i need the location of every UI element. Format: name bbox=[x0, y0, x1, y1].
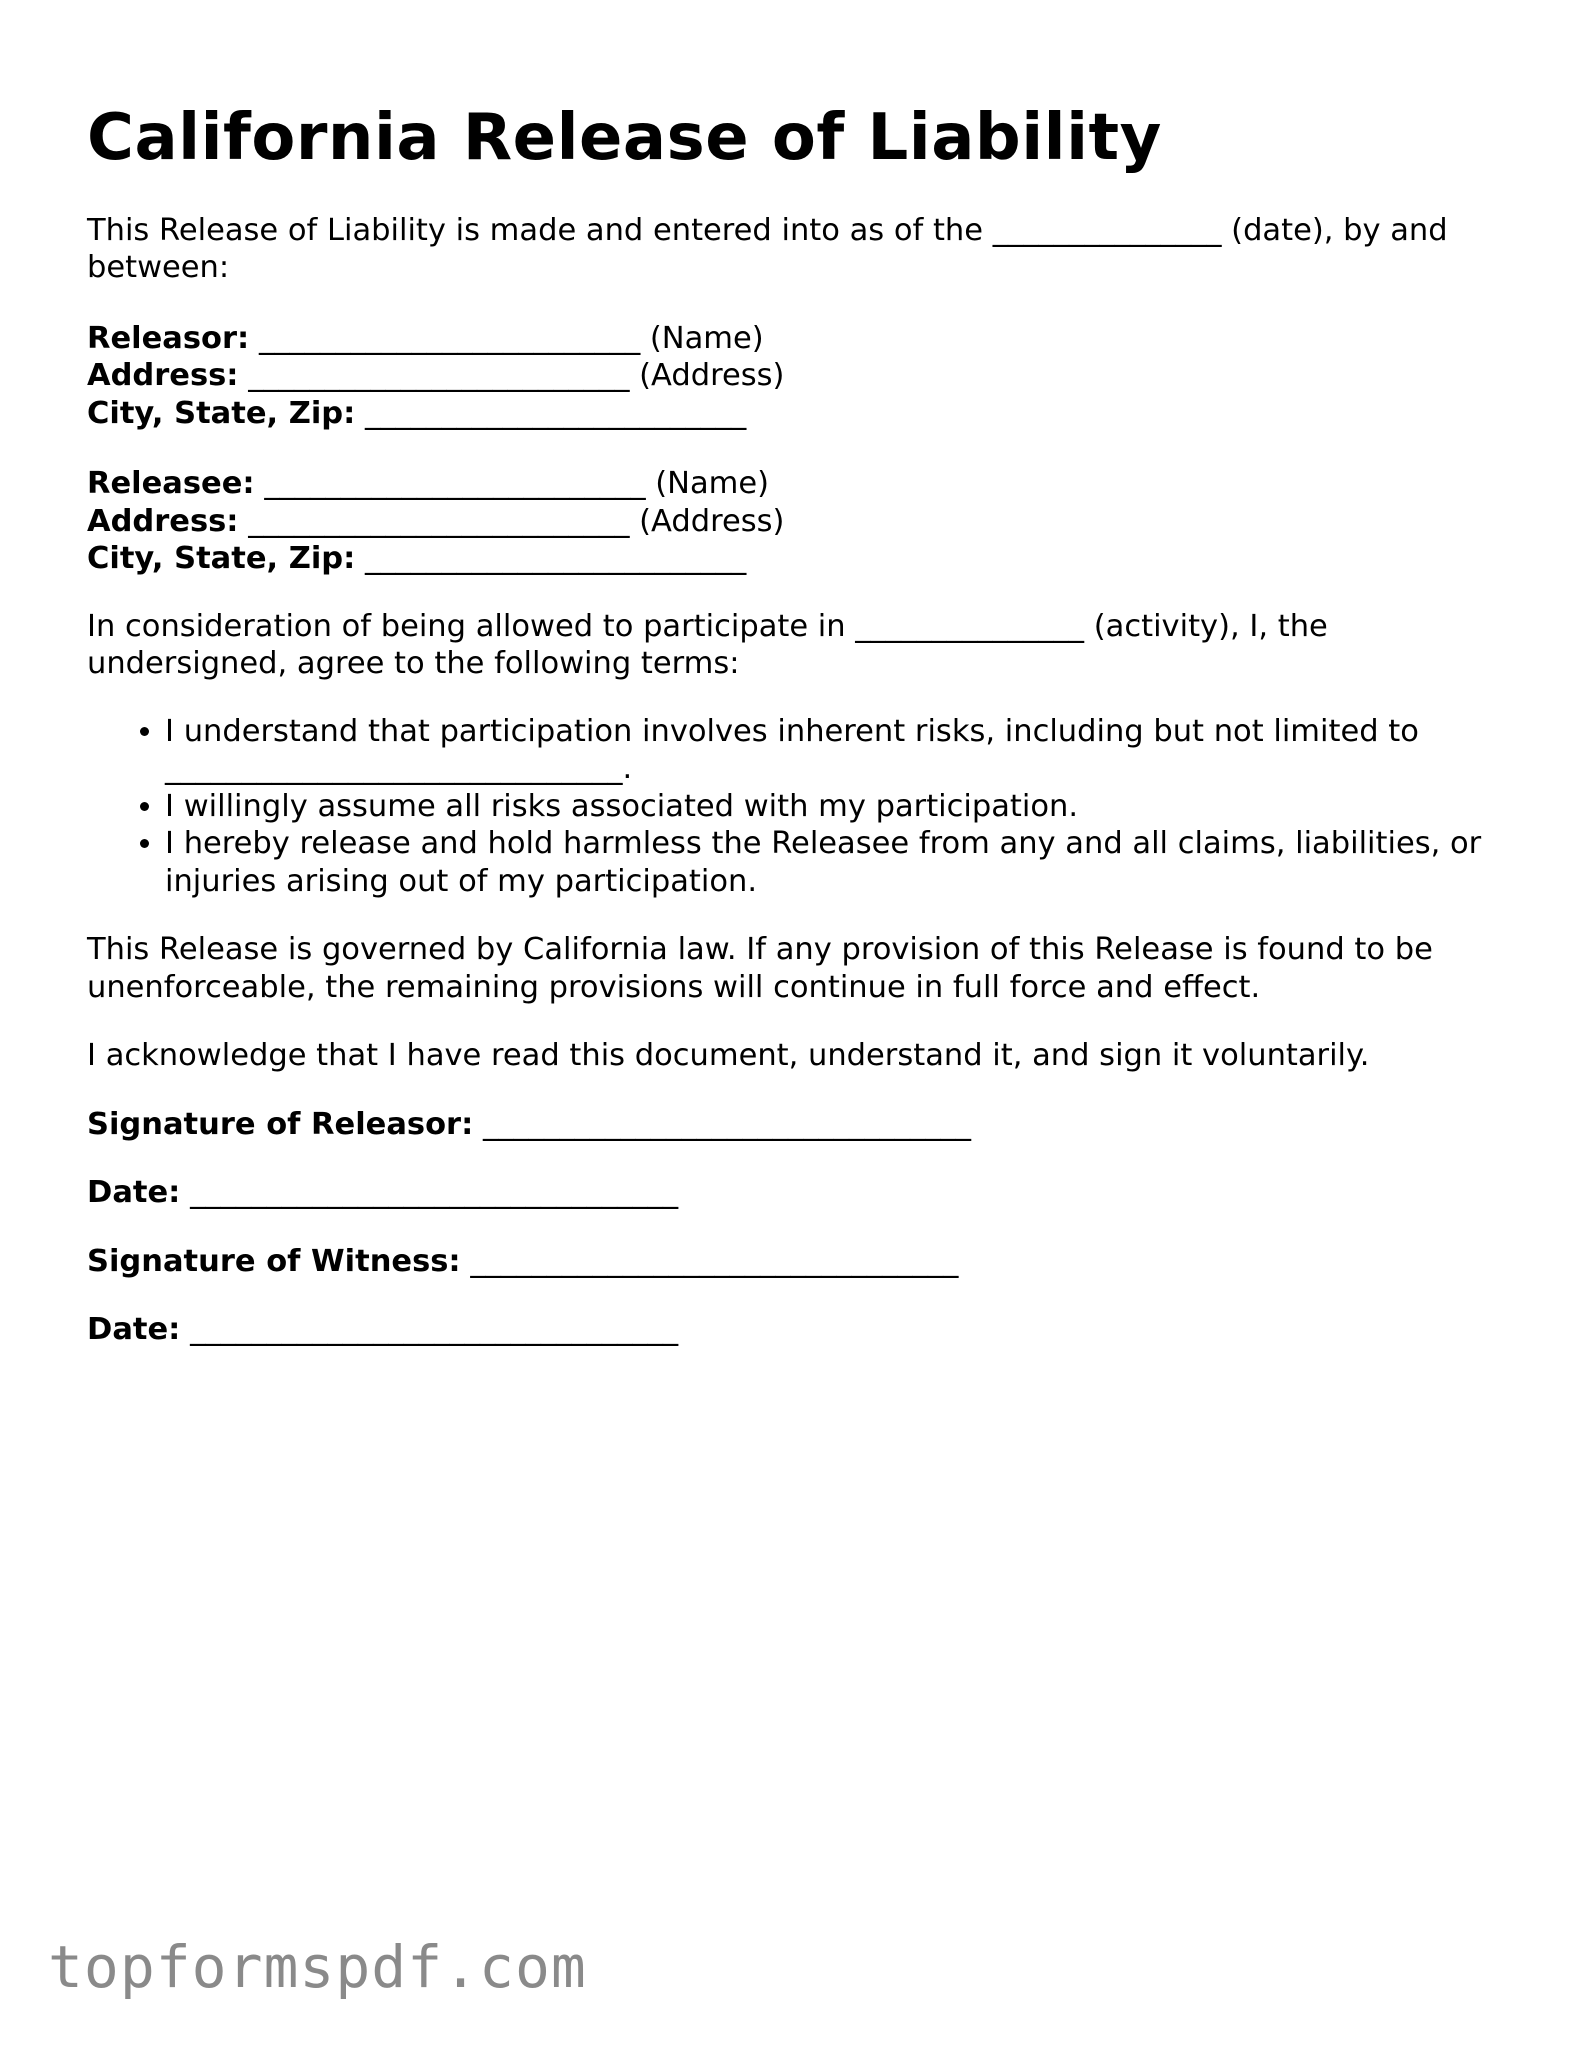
consideration-paragraph: In consideration of being allowed to participate in _______________ (activity), I, the undersigned, agree to the following terms: bbox=[87, 608, 1328, 682]
releasor-date-field: ________________________________ bbox=[180, 1175, 679, 1211]
intro-paragraph: This Release of Liability is made and entered into as of the _______________ (date), by and between: bbox=[87, 212, 1448, 286]
releasor-block bbox=[87, 320, 1507, 433]
releasor-city-line bbox=[87, 395, 1507, 433]
witness-signature-line bbox=[87, 1243, 1507, 1281]
releasor-signature-field: ________________________________ bbox=[473, 1106, 971, 1142]
releasee-name-label: Releasee: bbox=[87, 466, 255, 502]
witness-signature-label: Signature of Witness: bbox=[87, 1243, 461, 1279]
releasee-name-field: _________________________ (Name) bbox=[254, 466, 770, 502]
releasor-name-label: Releasor: bbox=[87, 320, 250, 356]
watermark: topformspdf.com bbox=[48, 1933, 587, 2001]
witness-date-field: ________________________________ bbox=[180, 1312, 679, 1348]
page-title: California Release of Liability bbox=[87, 101, 1162, 175]
releasee-city-line bbox=[87, 540, 1507, 578]
releasee-block bbox=[87, 465, 1507, 578]
releasor-city-field: _________________________ bbox=[355, 395, 747, 431]
list-item: • I hereby release and hold harmless the Releasee from any and all claims, liabilities, or injuries arising out of my participation. bbox=[165, 825, 1507, 900]
releasee-address-label: Address: bbox=[87, 503, 239, 539]
releasee-address-line bbox=[87, 503, 1507, 541]
witness-signature-field: ________________________________ bbox=[460, 1243, 959, 1279]
acknowledgement-paragraph: I acknowledge that I have read this document, understand it, and sign it voluntarily. bbox=[87, 1038, 1370, 1074]
releasor-name-line bbox=[87, 320, 1507, 358]
witness-date-label: Date: bbox=[87, 1312, 181, 1348]
releasee-city-field: _________________________ bbox=[355, 541, 747, 577]
releasor-city-label: City, State, Zip: bbox=[87, 395, 356, 431]
releasor-address-label: Address: bbox=[87, 358, 239, 394]
terms-list bbox=[87, 713, 1507, 901]
releasee-name-line bbox=[87, 465, 1507, 503]
releasor-address-line bbox=[87, 357, 1507, 395]
witness-date-line bbox=[87, 1311, 1507, 1349]
releasor-date-line bbox=[87, 1174, 1507, 1212]
governing-law-paragraph: This Release is governed by California law. If any provision of this Release is found to be unenforceable, the remaining provisions will continue in full force and effect. bbox=[87, 932, 1433, 1005]
releasee-address-field: _________________________ (Address) bbox=[238, 503, 785, 539]
releasor-address-field: _________________________ (Address) bbox=[238, 358, 785, 394]
document-page bbox=[87, 100, 1507, 1349]
releasee-city-label: City, State, Zip: bbox=[87, 541, 356, 577]
releasor-signature-line bbox=[87, 1106, 1507, 1144]
releasor-signature-label: Signature of Releasor: bbox=[87, 1106, 474, 1142]
list-item: • I willingly assume all risks associated with my participation. bbox=[165, 788, 1507, 826]
releasor-name-field: _________________________ (Name) bbox=[249, 320, 764, 356]
list-item: • I understand that participation involves inherent risks, including but not limited to ______________________________. bbox=[165, 713, 1507, 788]
releasor-date-label: Date: bbox=[87, 1175, 181, 1211]
